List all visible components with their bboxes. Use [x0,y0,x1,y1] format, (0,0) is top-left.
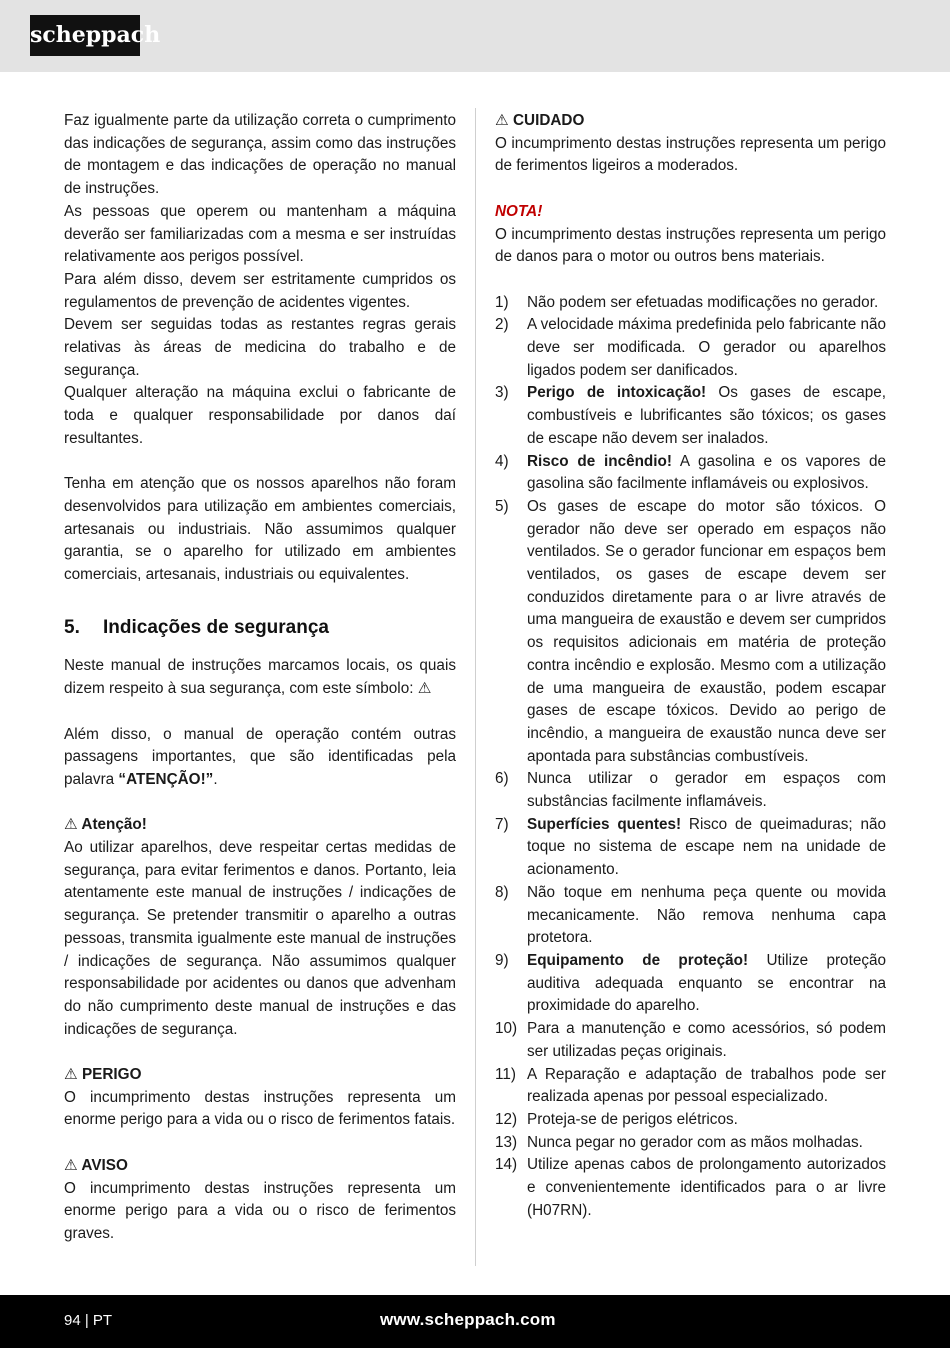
header-band [0,0,950,72]
page-number: 94 | PT [64,1312,113,1329]
safety-rule-item [495,882,886,950]
safety-rule-item [495,1109,886,1132]
intro-paragraph: Para além disso, devem ser estritamente cumpridos os regulamentos de prevenção de acidentes vigentes. [64,270,456,311]
nota-heading: NOTA! [495,202,543,220]
rule-number: 13) [495,1133,518,1151]
rule-text: Os gases de escape, combustíveis e lubrificantes são tóxicos; os gases de escape não devem ser inalados. [527,384,886,447]
rule-emphasis: Equipamento de proteção! [527,951,749,969]
section-number: 5. [64,617,80,639]
rule-number: 1) [495,293,509,311]
rule-text: Nunca pegar no gerador com as mãos molhadas. [527,1133,863,1151]
rule-text: Risco de queimaduras; não toque no sistema de escape nem na unidade de acionamento. [527,815,886,879]
intro-paragraph: Qualquer alteração na máquina exclui o fabricante de toda e qualquer responsabilidade por danos daí resultantes. [64,384,456,447]
safety-rule-item [495,814,886,882]
footer-bar [0,1295,950,1348]
left-column [64,110,456,1246]
aviso-heading: ⚠ AVISO [64,1156,128,1174]
rule-text: A Reparação e adaptação de trabalhos pode ser realizada apenas por pessoal especializado. [527,1065,886,1106]
safety-rule-item [495,1018,886,1063]
rule-number: 14) [495,1156,518,1174]
rule-text: Utilize proteção auditiva adequada enquanto se encontrar na proximidade do aparelho. [527,951,886,1015]
safety-rule-item [495,950,886,1018]
section-heading [64,615,456,641]
rule-text: Os gases de escape do motor são tóxicos. O gerador não deve ser operado em espaços não ventilados. Se o gerador funcionar em espaços bem ventilados, os gases de escape devem ser conduzidos diretamente para o ar livre através de uma mangueira de exaustão e devem ser cumpridos os requisitos adicionais em matéria de proteção contra incêndio e explosão. Mesmo com a utilização de uma mangueira de exaustão, podem escapar gases de escape tóxicos. Devido ao perigo de incêndio, a mangueira de exaustão nunca deve ser apontada para substâncias combustíveis. [527,497,886,765]
commercial-use-note: Tenha em atenção que os nossos aparelhos não foram desenvolvidos para utilização em ambientes comerciais, artesanais ou industriais. Não assumimos qualquer garantia, se o aparelho for utilizado em ambientes comerciais, artesanais, industriais ou equivalentes. [64,475,456,584]
safety-rule-item [495,496,886,768]
rule-number: 3) [495,384,509,402]
safety-rule-item [495,292,886,315]
column-divider [475,108,476,1266]
rule-text: Para a manutenção e como acessórios, só podem ser utilizadas peças originais. [527,1020,886,1060]
safety-rule-item [495,1132,886,1155]
rule-text: Não podem ser efetuadas modificações no gerador. [527,293,879,311]
warning-triangle-icon: ⚠ [64,816,78,834]
rule-emphasis: Risco de incêndio! [527,452,672,470]
rule-number: 6) [495,770,509,788]
safety-rule-item [495,382,886,450]
safety-rule-item [495,768,886,813]
nota-body: O incumprimento destas instruções representa um perigo de danos para o motor ou outros bens materiais. [495,225,886,266]
cuidado-body: O incumprimento destas instruções representa um perigo de ferimentos ligeiros a moderados. [495,134,886,175]
passages-paragraph: Além disso, o manual de operação contém outras passagens importantes, que são identificadas pela palavra “ATENÇÃO!”. [64,725,456,788]
section-title: Indicações de segurança [103,617,329,639]
attention-body: Ao utilizar aparelhos, deve respeitar certas medidas de segurança, para evitar ferimentos e danos. Portanto, leia atentamente este manual de instruções / indicações de segurança. Se pretender transmitir o aparelho a outras pessoas, transmita igualmente este manual de instruções / indicações de segurança. Não assumimos qualquer responsabilidade por acidentes ou danos que advenham do não cumprimento deste manual de instruções e das indicações de segurança. [64,839,456,1038]
safety-rule-item [495,314,886,382]
warning-triangle-icon: ⚠ [64,1066,78,1084]
safety-rule-item [495,1064,886,1109]
rule-text: Não toque em nenhuma peça quente ou movida mecanicamente. Não remova nenhuma capa protetora. [527,883,886,947]
rule-number: 10) [495,1020,518,1038]
intro-paragraph: Devem ser seguidas todas as restantes regras gerais relativas às áreas de medicina do trabalho e de segurança. [64,316,456,379]
perigo-body: O incumprimento destas instruções representa um enorme perigo para a vida ou o risco de ferimentos fatais. [64,1088,456,1129]
rule-text: Nunca utilizar o gerador em espaços com substâncias facilmente inflamáveis. [527,770,886,811]
rule-number: 5) [495,497,509,515]
intro-paragraph: As pessoas que operem ou mantenham a máquina deverão ser familiarizadas com a mesma e ser instruídas relativamente aos perigos possível. [64,202,456,266]
rule-number: 2) [495,316,509,334]
rule-emphasis: Superfícies quentes! [527,815,682,833]
aviso-body: O incumprimento destas instruções representa um enorme perigo para a vida ou o risco de ferimentos graves. [64,1179,456,1242]
safety-rule-item [495,451,886,496]
warning-triangle-icon: ⚠ [64,1156,78,1174]
perigo-heading: ⚠ PERIGO [64,1066,142,1084]
safety-rules-list [495,292,886,1223]
website-url: www.scheppach.com [380,1310,556,1329]
right-column [495,110,886,1222]
rule-number: 11) [495,1065,516,1083]
safety-rule-item [495,1154,886,1222]
attention-keyword: “ATENÇÃO!” [118,770,214,788]
rule-number: 9) [495,951,509,969]
attention-heading: ⚠ Atenção! [64,816,147,834]
rule-number: 7) [495,815,509,833]
rule-number: 8) [495,883,509,901]
rule-number: 4) [495,452,509,470]
scheppach-logo: scheppach [30,15,140,56]
rule-text: A gasolina e os vapores de gasolina são facilmente inflamáveis ou explosivos. [527,452,886,493]
warning-triangle-icon: ⚠ [495,112,509,129]
rule-text: Utilize apenas cabos de prolongamento autorizados e convenientemente identificados para o ar livre (H07RN). [527,1156,886,1219]
rule-text: A velocidade máxima predefinida pelo fabricante não deve ser modificada. O gerador ou aparelhos ligados podem ser danificados. [527,316,886,379]
cuidado-heading: ⚠ CUIDADO [495,112,585,129]
rule-emphasis: Perigo de intoxicação! [527,384,707,402]
rule-text: Proteja-se de perigos elétricos. [527,1110,738,1128]
warning-triangle-icon: ⚠ [417,680,432,698]
intro-paragraph: Faz igualmente parte da utilização correta o cumprimento das indicações de segurança, assim como das instruções de montagem e das indicações de operação no manual de instruções. [64,112,456,198]
rule-number: 12) [495,1110,518,1128]
symbol-intro: Neste manual de instruções marcamos locais, os quais dizem respeito à sua segurança, com este símbolo: ⚠ [64,657,456,698]
